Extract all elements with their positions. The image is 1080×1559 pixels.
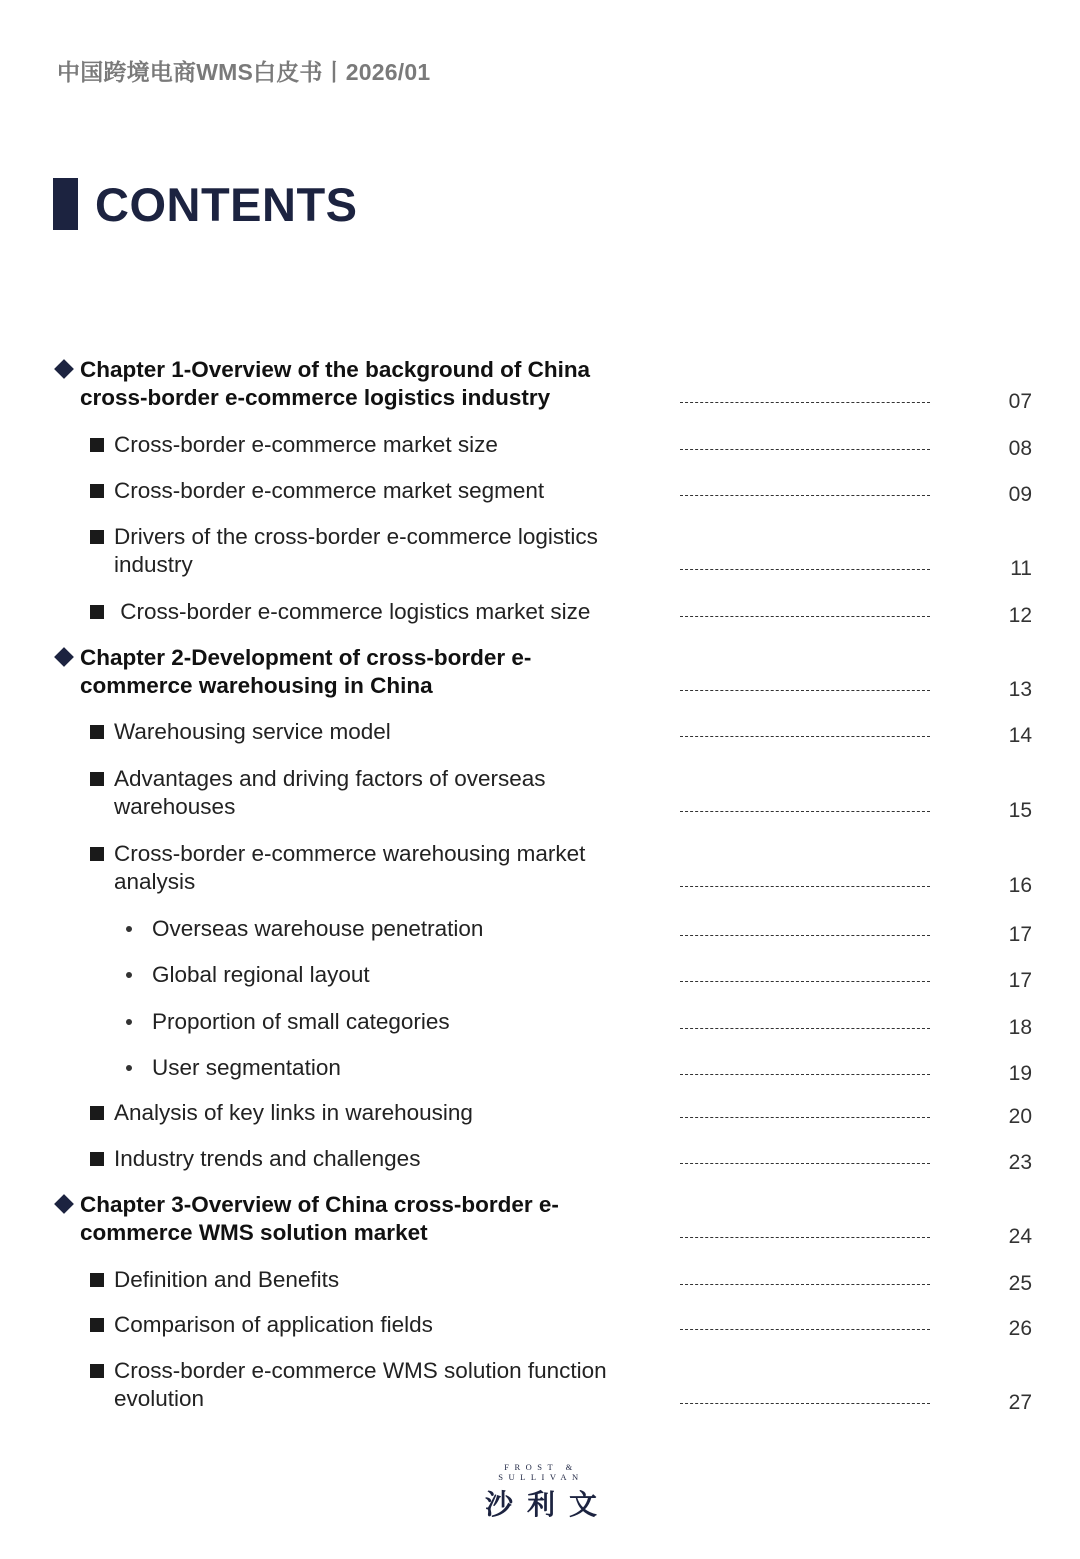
dot-leader [680,811,930,812]
diamond-bullet-icon [54,359,74,379]
toc-entry-label [114,1145,654,1173]
toc-entry-label [114,1099,654,1127]
dot-bullet-icon [126,972,132,978]
toc-entry-line: Cross-border e-commerce warehousing market [114,841,586,866]
page-number: 17 [1008,969,1032,992]
dot-leader [680,886,930,887]
page-number: 20 [1008,1105,1032,1128]
page-title: CONTENTS [95,177,358,231]
page-number: 17 [1008,923,1032,946]
toc-entry-line: Definition and Benefits [114,1267,340,1292]
square-bullet-icon [90,1152,104,1166]
toc-entry-label [114,1311,654,1339]
toc-entry-line: Proportion of small categories [152,1009,450,1034]
dot-leader [680,402,930,403]
dot-bullet-icon [126,1065,132,1071]
dot-leader [680,690,930,691]
dot-leader [680,1403,930,1404]
page-number: 13 [1008,678,1032,701]
dot-leader [680,1163,930,1164]
page-number: 14 [1008,724,1032,747]
square-bullet-icon [90,1106,104,1120]
toc-entry-line: Industry trends and challenges [114,1146,421,1171]
square-bullet-icon [90,530,104,544]
page-number: 15 [1008,799,1032,822]
toc-entry-label [152,961,652,989]
toc-entry-line: cross-border e-commerce logistics industry [80,385,551,410]
square-bullet-icon [90,1364,104,1378]
dot-leader [680,981,930,982]
logo-chinese-text: 沙利文 [484,1489,611,1520]
toc-entry-line: Global regional layout [152,962,370,987]
dot-leader [680,1074,930,1075]
toc-entry-label [114,523,654,579]
page-header: 中国跨境电商WMS白皮书丨2026/01 [57,59,431,85]
page-number: 25 [1008,1272,1032,1295]
toc-entry-line: Cross-border e-commerce logistics market size [114,599,591,624]
toc-entry-label [80,356,640,412]
dot-leader [680,1028,930,1029]
toc-entry-line: Cross-border e-commerce WMS solution function [114,1358,607,1383]
toc-entry-line: Chapter 1-Overview of the background of China [80,357,591,382]
toc-entry-line: Chapter 3-Overview of China cross-border e- [80,1192,559,1217]
page-number: 16 [1008,874,1032,897]
toc-entry-line: Warehousing service model [114,719,391,744]
square-bullet-icon [90,438,104,452]
dot-leader [680,1329,930,1330]
dot-leader [680,1117,930,1118]
square-bullet-icon [90,725,104,739]
page-number: 26 [1008,1317,1032,1340]
logo-latin-text: FROST & SULLIVAN [498,1462,584,1482]
toc-entry-line: Cross-border e-commerce market segment [114,478,545,503]
toc-entry-label [114,718,654,746]
page-number: 23 [1008,1151,1032,1174]
dot-leader [680,935,930,936]
toc-entry-label [114,765,654,821]
square-bullet-icon [90,847,104,861]
page-number: 08 [1008,437,1032,460]
page-number: 24 [1008,1225,1032,1248]
toc-entry-line: commerce warehousing in China [80,673,433,698]
square-bullet-icon [90,605,104,619]
dot-bullet-icon [126,1019,132,1025]
toc-entry-label [152,1054,652,1082]
toc-entry-line: evolution [114,1386,205,1411]
toc-entry-label [114,1357,654,1413]
dot-leader [680,616,930,617]
square-bullet-icon [90,484,104,498]
dot-leader [680,449,930,450]
toc-entry-label [114,840,654,896]
toc-entry-line: User segmentation [152,1055,341,1080]
page-number: 19 [1008,1062,1032,1085]
dot-bullet-icon [126,926,132,932]
dot-leader [680,736,930,737]
page-number: 18 [1008,1016,1032,1039]
dot-leader [680,495,930,496]
footer-logo [466,1462,616,1523]
heading-accent-bar [53,178,78,230]
toc-entry-label [80,644,640,700]
toc-entry-label [114,431,654,459]
toc-entry-line: industry [114,552,193,577]
diamond-bullet-icon [54,647,74,667]
page-number: 27 [1008,1391,1032,1414]
square-bullet-icon [90,1273,104,1287]
dot-leader [680,1284,930,1285]
square-bullet-icon [90,772,104,786]
toc-entry-line: Overseas warehouse penetration [152,916,484,941]
toc-entry-line: Analysis of key links in warehousing [114,1100,473,1125]
toc-entry-line: analysis [114,869,196,894]
contents-heading [53,178,358,230]
toc-entry-label [80,1191,640,1247]
toc-entry-line: Chapter 2-Development of cross-border e- [80,645,532,670]
toc-entry-label [114,1266,654,1294]
toc-entry-line: Cross-border e-commerce market size [114,432,498,457]
toc-entry-label [114,598,654,626]
toc-entry-label [114,477,654,505]
toc-entry-label [152,915,652,943]
toc-entry-line: Comparison of application fields [114,1312,433,1337]
diamond-bullet-icon [54,1194,74,1214]
page-number: 11 [1010,557,1032,580]
dot-leader [680,1237,930,1238]
toc-entry-label [152,1008,652,1036]
dot-leader [680,569,930,570]
page-number: 12 [1008,604,1032,627]
toc-entry-line: commerce WMS solution market [80,1220,428,1245]
toc-entry-line: Drivers of the cross-border e-commerce logistics [114,524,598,549]
toc-entry-line: Advantages and driving factors of overseas [114,766,546,791]
square-bullet-icon [90,1318,104,1332]
page-number: 07 [1008,390,1032,413]
toc-entry-line: warehouses [114,794,236,819]
page-number: 09 [1008,483,1032,506]
